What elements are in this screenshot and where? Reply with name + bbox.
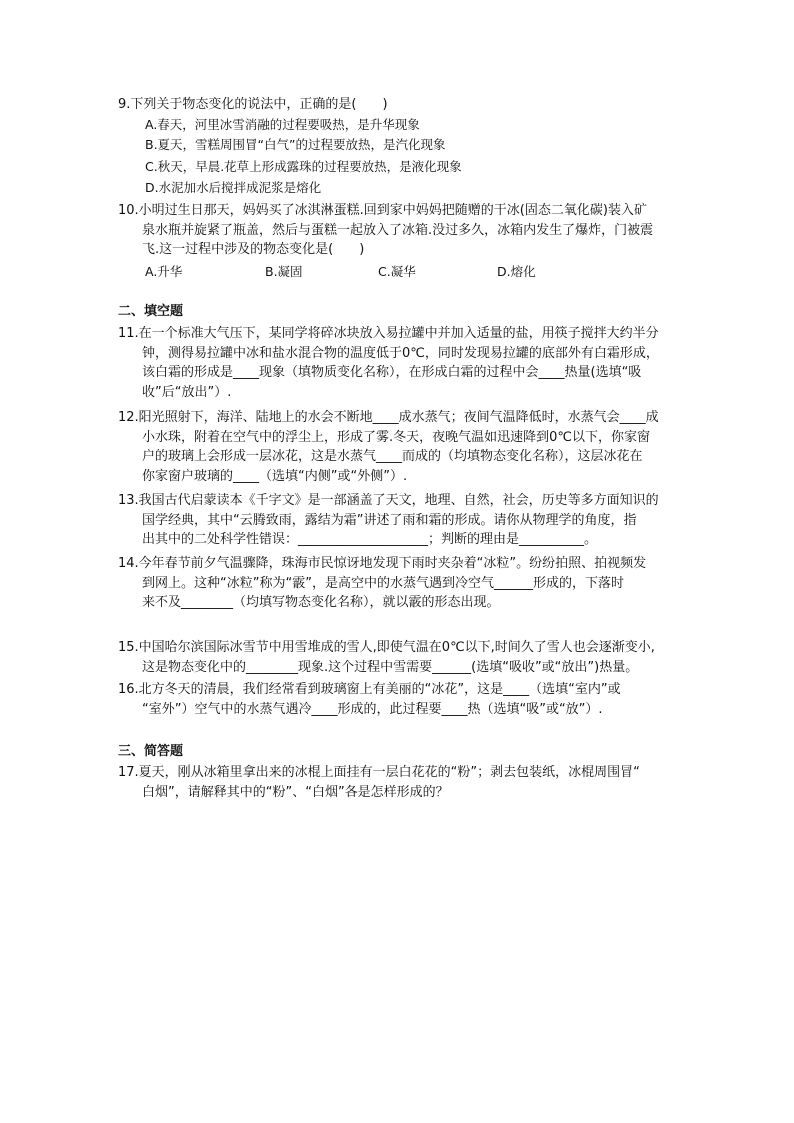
question-10-option-c: C.凝华 — [378, 264, 416, 279]
question-12-line: 小水珠，附着在空气中的浮尘上，形成了雾.冬天，夜晚气温如迅速降到0℃以下，你家窗 — [142, 429, 651, 445]
question-10-line: 飞.这一过程中涉及的物态变化是( ) — [142, 242, 365, 257]
question-14 — [118, 554, 703, 613]
question-11-line: 该白霜的形成是____现象（填物质变化名称），在形成白霜的过程中会____热量(选填“吸 — [142, 365, 642, 380]
question-13-line: 国学经典，其中“云腾致雨，露结为霜”讲述了雨和霜的形成。请你从物理学的角度，指 — [142, 512, 637, 528]
question-16-line: 16.北方冬天的清晨，我们经常看到玻璃窗上有美丽的“冰花”，这是____（选填“室内”或 — [118, 682, 621, 697]
question-12-line: 你家窗户玻璃的____（选填“内侧”或“外侧”）. — [142, 468, 408, 484]
question-14-line: 到网上。这种“冰粒”称为“霰”，是高空中的水蒸气遇到冷空气______形成的，下落时 — [142, 575, 624, 591]
question-11-line: 收”后“放出”）. — [142, 384, 232, 400]
question-15-line: 15.中国哈尔滨国际冰雪节中用雪堆成的雪人,即使气温在0℃以下,时间久了雪人也会逐渐变小, — [118, 640, 655, 655]
question-11 — [118, 324, 703, 402]
question-10-option-a: A.升华 — [145, 264, 183, 279]
question-16-line: “室外”）空气中的水蒸气遇冷____形成的，此过程要____热（选填“吸”或“放”）. — [142, 701, 603, 717]
question-13 — [118, 491, 703, 550]
question-17 — [118, 763, 703, 802]
question-16 — [118, 680, 703, 719]
question-17-line: 17.夏天，刚从冰箱里拿出来的冰棍上面挂有一层白花花的“粉”；剥去包装纸，冰棍周围冒“ — [118, 765, 640, 780]
section-title-short-answer: 三、简答题 — [118, 744, 184, 759]
question-9-stem: 9.下列关于物态变化的说法中，正确的是( ) — [118, 97, 388, 112]
question-17-line: 白烟”，请解释其中的“粉”、“白烟”各是怎样形成的？ — [142, 784, 449, 800]
question-14-line: 14.今年春节前夕气温骤降，珠海市民惊讶地发现下雨时夹杂着“冰粒”。纷纷拍照、拍视频发 — [118, 556, 647, 571]
question-9-option-a: A.春天，河里冰雪消融的过程要吸热，是升华现象 — [145, 117, 420, 132]
question-9-option-c: C.秋天，早晨.花草上形成露珠的过程要放热，是液化现象 — [145, 159, 462, 174]
question-10-line: 10.小明过生日那天，妈妈买了冰淇淋蛋糕.回到家中妈妈把随赠的干冰(固态二氧化碳)装入矿 — [118, 203, 647, 218]
question-13-line: 出其中的二处科学性错误：____________________；判断的理由是__________。 — [142, 532, 598, 547]
question-10-option-d: D.熔化 — [497, 264, 536, 279]
question-10 — [118, 201, 703, 260]
question-9 — [118, 95, 703, 115]
question-14-line: 来不及________（均填写物态变化名称），就以霰的形态出现。 — [142, 595, 500, 610]
section-title-fill-in: 二、填空题 — [118, 304, 184, 319]
question-11-line: 钟，测得易拉罐中冰和盐水混合物的温度低于0℃，同时发现易拉罐的底部外有白霜形成， — [142, 345, 659, 361]
question-11-line: 11.在一个标准大气压下，某同学将碎冰块放入易拉罐中并加入适量的盐，用筷子搅拌大约半分 — [118, 326, 659, 341]
question-9-option-d: D.水泥加水后搅拌成泥浆是熔化 — [145, 180, 322, 195]
question-12-line: 户的玻璃上会形成一层冰花，这是水蒸气____而成的（均填物态变化名称），这层冰花在 — [142, 449, 643, 464]
question-12 — [118, 408, 703, 486]
question-10-line: 泉水瓶并旋紧了瓶盖，然后与蛋糕一起放入了冰箱.没过多久，冰箱内发生了爆炸，门被震 — [142, 222, 654, 238]
question-15 — [118, 638, 703, 677]
question-9-option-b: B.夏天，雪糕周围冒“白气”的过程要放热，是汽化现象 — [145, 137, 446, 152]
question-12-line: 12.阳光照射下，海洋、陆地上的水会不断地____成水蒸气；夜间气温降低时，水蒸气会____成 — [118, 410, 659, 425]
question-15-line: 这是物态变化中的________现象.这个过程中雪需要______(选填“吸收”或“放出”)热量。 — [142, 659, 639, 675]
question-10-option-b: B.凝固 — [265, 264, 303, 279]
question-13-line: 13.我国古代启蒙读本《千字文》是一部涵盖了天文，地理、自然，社会，历史等多方面知识的 — [118, 493, 659, 508]
question-10-options — [145, 262, 665, 282]
